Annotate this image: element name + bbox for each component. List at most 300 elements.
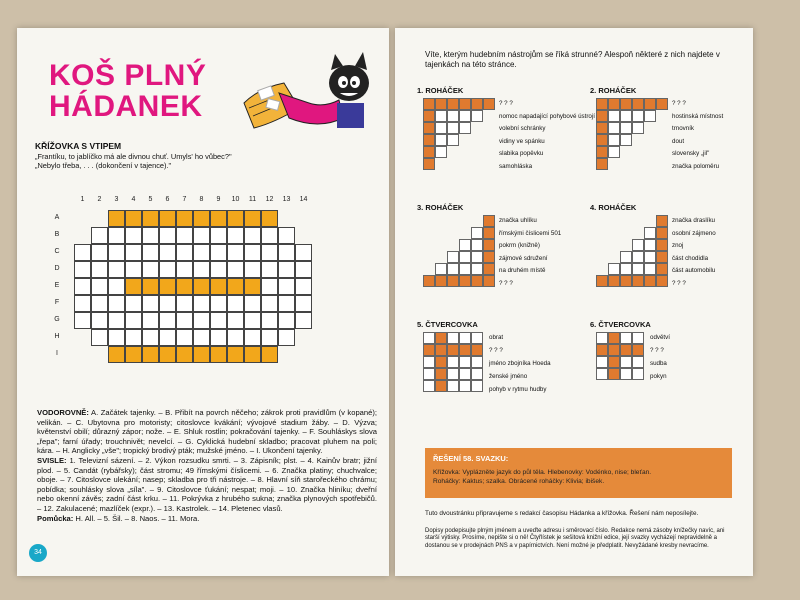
puzzle-clue: jméno zbojníka Hoeda	[489, 360, 551, 367]
grid-cell[interactable]	[261, 329, 278, 346]
puzzle-cell[interactable]	[596, 158, 608, 170]
puzzle-cell[interactable]	[620, 110, 632, 122]
col-number: 14	[299, 196, 308, 203]
puzzle-cell[interactable]	[459, 344, 471, 356]
grid-cell[interactable]	[91, 227, 108, 244]
col-number: 5	[148, 196, 153, 203]
puzzle-cell[interactable]	[608, 263, 620, 275]
grid-cell[interactable]	[227, 346, 244, 363]
puzzle-cell[interactable]	[632, 122, 644, 134]
across-label: VODOROVNĚ:	[37, 408, 89, 417]
puzzle-cell[interactable]	[620, 275, 632, 287]
grid-cell[interactable]	[244, 329, 261, 346]
puzzle-cell[interactable]	[596, 368, 608, 380]
grid-cell[interactable]	[142, 227, 159, 244]
puzzle-cell[interactable]	[459, 98, 471, 110]
grid-cell[interactable]	[244, 295, 261, 312]
puzzle-clue: dout	[672, 137, 685, 145]
puzzle-cell[interactable]	[632, 332, 644, 344]
col-number: 9	[216, 196, 221, 203]
puzzle-cell[interactable]	[620, 368, 632, 380]
puzzle-cell[interactable]	[608, 368, 620, 380]
puzzle-cell[interactable]	[435, 98, 447, 110]
grid-cell[interactable]	[295, 278, 312, 295]
puzzle-cell[interactable]	[435, 134, 447, 146]
grid-cell[interactable]	[210, 227, 227, 244]
puzzle-cell[interactable]	[620, 134, 632, 146]
puzzle-cell[interactable]	[459, 263, 471, 275]
puzzle-cell[interactable]	[620, 332, 632, 344]
grid-cell[interactable]	[91, 295, 108, 312]
grid-cell[interactable]	[125, 227, 142, 244]
grid-cell[interactable]	[108, 210, 125, 227]
puzzle-clue: zájmové sdružení	[499, 254, 548, 262]
puzzle-label: 1. ROHÁČEK	[417, 86, 464, 95]
puzzle-cell[interactable]	[656, 263, 668, 275]
puzzle-clue: pokrm (knižně)	[499, 242, 540, 249]
title-line2: HÁDANEK	[49, 90, 203, 123]
grid-cell[interactable]	[176, 210, 193, 227]
row-label: C	[54, 248, 60, 255]
puzzle-clue: ? ? ?	[672, 279, 686, 287]
puzzle-cell[interactable]	[447, 122, 459, 134]
puzzle-cell[interactable]	[620, 251, 632, 263]
grid-cell[interactable]	[227, 244, 244, 261]
grid-cell[interactable]	[193, 346, 210, 363]
col-number: 10	[231, 196, 240, 203]
clues-across: A. Začátek tajenky. – B. Přibít na povrch něčeho; zákrok proti pravidlům (v kopané); velikán. – C. Ubytovna pro motoristy; citoslovce kvákání; vývojové stadium žáby. – D. Výzva; květenství obilí; důrazný zápor; nože. – E. Shluk rostlin; pokračování tajenky. – F. Souhláskys slova „řepa"; farní úřady; trouchnivět; nevelcí. – G. Cyklická hudební skladbo; pracovat pluhem na poli; kára. – H. Anglicky „vše"; tropický brodivý pták; mužské jméno. – I. Ukončení tajenky.	[37, 408, 377, 456]
grid-cell[interactable]	[244, 261, 261, 278]
grid-cell[interactable]	[176, 244, 193, 261]
puzzle-cell[interactable]	[459, 332, 471, 344]
puzzle-cell[interactable]	[447, 356, 459, 368]
puzzle-cell[interactable]	[447, 368, 459, 380]
puzzle-cell[interactable]	[644, 110, 656, 122]
puzzle-cell[interactable]	[471, 239, 483, 251]
puzzle-clue: ? ? ?	[672, 100, 686, 107]
grid-cell[interactable]	[142, 210, 159, 227]
puzzle-clue: pohyb v rytmu hudby	[489, 386, 547, 393]
puzzle-cell[interactable]	[596, 146, 608, 158]
puzzle-cell[interactable]	[435, 263, 447, 275]
puzzle-cell[interactable]	[656, 251, 668, 263]
puzzle-cell[interactable]	[447, 98, 459, 110]
puzzle-cell[interactable]	[459, 110, 471, 122]
grid-cell[interactable]	[108, 295, 125, 312]
grid-cell[interactable]	[295, 244, 312, 261]
grid-cell[interactable]	[244, 210, 261, 227]
puzzle-cell[interactable]	[471, 380, 483, 392]
col-number: 8	[199, 196, 204, 203]
grid-cell[interactable]	[295, 261, 312, 278]
grid-cell[interactable]	[125, 329, 142, 346]
puzzle-cell[interactable]	[471, 275, 483, 287]
puzzle-cell[interactable]	[423, 344, 435, 356]
grid-cell[interactable]	[176, 312, 193, 329]
puzzle-cell[interactable]	[435, 332, 447, 344]
puzzle-label: 5. ČTVERCOVKA	[417, 320, 478, 329]
puzzle-cell[interactable]	[620, 344, 632, 356]
grid-cell[interactable]	[295, 312, 312, 329]
grid-cell[interactable]	[261, 278, 278, 295]
puzzle-cell[interactable]	[447, 263, 459, 275]
grid-cell[interactable]	[244, 244, 261, 261]
grid-cell[interactable]	[193, 278, 210, 295]
grid-cell[interactable]	[142, 295, 159, 312]
puzzle-cell[interactable]	[423, 98, 435, 110]
col-number: 2	[97, 196, 102, 203]
puzzle-cell[interactable]	[620, 356, 632, 368]
grid-cell[interactable]	[142, 244, 159, 261]
grid-cell[interactable]	[261, 244, 278, 261]
puzzle-cell[interactable]	[632, 110, 644, 122]
puzzle-clue: ? ? ?	[489, 347, 503, 354]
grid-cell[interactable]	[193, 261, 210, 278]
grid-cell[interactable]	[244, 346, 261, 363]
grid-cell[interactable]	[278, 244, 295, 261]
puzzle-cell[interactable]	[632, 368, 644, 380]
puzzle-cell[interactable]	[656, 239, 668, 251]
puzzle-cell[interactable]	[471, 368, 483, 380]
grid-cell[interactable]	[193, 244, 210, 261]
puzzle-cell[interactable]	[423, 158, 435, 170]
puzzle-cell[interactable]	[459, 356, 471, 368]
grid-cell[interactable]	[125, 312, 142, 329]
grid-cell[interactable]	[210, 244, 227, 261]
puzzle-cell[interactable]	[471, 110, 483, 122]
note-1: Tuto dvoustránku připravujeme s redakcí časopisu Hádanka a křížovka. Řešení nám neposílejte.	[425, 510, 699, 517]
row-label: E	[54, 282, 60, 289]
puzzle-cell[interactable]	[435, 146, 447, 158]
grid-cell[interactable]	[159, 210, 176, 227]
grid-cell[interactable]	[125, 278, 142, 295]
puzzle-cell[interactable]	[656, 215, 668, 227]
puzzle-cell[interactable]	[596, 98, 608, 110]
puzzle-cell[interactable]	[608, 344, 620, 356]
puzzle-cell[interactable]	[483, 227, 495, 239]
grid-cell[interactable]	[125, 244, 142, 261]
puzzle-cell[interactable]	[471, 344, 483, 356]
grid-cell[interactable]	[125, 261, 142, 278]
grid-cell[interactable]	[227, 329, 244, 346]
note-2: Dopisy podepisujte plným jménem a uveďte adresu i směrovací číslo. Redakce nemá zásoby knížečky navíc, ani starší výtisky. Prosíme, nepište si o ně! Čtyřlístek je sešitová knižní edice, její svazky vycházejí nepravidelně a dostanou se v prodejnách PNS a v papírnictvích. Není možné je předplatit. Nevyžádané kresby nevracíme.	[425, 528, 725, 549]
grid-cell[interactable]	[159, 312, 176, 329]
grid-cell[interactable]	[159, 244, 176, 261]
puzzle-cell[interactable]	[435, 122, 447, 134]
puzzle-cell[interactable]	[608, 134, 620, 146]
grid-cell[interactable]	[142, 312, 159, 329]
grid-cell[interactable]	[91, 312, 108, 329]
grid-cell[interactable]	[227, 312, 244, 329]
grid-cell[interactable]	[278, 227, 295, 244]
puzzle-cell[interactable]	[620, 263, 632, 275]
col-number: 4	[131, 196, 136, 203]
grid-cell[interactable]	[125, 295, 142, 312]
puzzle-label: 6. ČTVERCOVKA	[590, 320, 651, 329]
puzzle-cell[interactable]	[608, 356, 620, 368]
puzzle-cell[interactable]	[423, 368, 435, 380]
intro-line2: „Nebylo třeba, . . . (dokončení v tajence)."	[35, 161, 172, 170]
grid-cell[interactable]	[176, 329, 193, 346]
grid-cell[interactable]	[210, 295, 227, 312]
puzzle-cell[interactable]	[471, 98, 483, 110]
cat-illustration	[239, 48, 379, 148]
grid-cell[interactable]	[91, 261, 108, 278]
grid-cell[interactable]	[227, 210, 244, 227]
puzzle-cell[interactable]	[435, 380, 447, 392]
grid-cell[interactable]	[176, 227, 193, 244]
intro-line1: „Frantíku, to jablíčko má ale divnou chuť. Umyls' ho vůbec?"	[35, 152, 232, 161]
grid-cell[interactable]	[210, 261, 227, 278]
clues-down: 1. Televizní sázení. – 2. Výkon rozsudku smrti. – 3. Zápisník; plst. – 4. Kainův bratr; jižní plod. – 5. Candát (rybářsky); část stromu; 49 římskými číslicemi. – 6. Značka platiny; chuchvalce; oboje. – 7. Citoslovce ulekání; nasep; skladba pro tři nástroje. – 8. Hlavní síň starořeckého chrámu; pobídka; souhlásky slova „síla". – 9. Citoslovce ťukání; nespat; moji. – 10. Značka hliníku; dveřní nebo okenní závěs; zadní část krku. – 11. Pokrývka z hrubého sukna; značka plynových spotřebičů. – 12. Zakulacené; mazlíček (expr.). – 13. Kastrolek. – 14. Pletenec vlasů.	[37, 455, 377, 513]
grid-cell[interactable]	[227, 278, 244, 295]
grid-cell[interactable]	[193, 329, 210, 346]
grid-cell[interactable]	[193, 295, 210, 312]
puzzle-cell[interactable]	[447, 344, 459, 356]
grid-cell[interactable]	[142, 346, 159, 363]
puzzle-clue: římskými číslicemi 501	[499, 229, 562, 237]
solution-box	[425, 448, 732, 498]
grid-cell[interactable]	[125, 210, 142, 227]
puzzle-cell[interactable]	[483, 98, 495, 110]
puzzle-cell[interactable]	[423, 122, 435, 134]
grid-cell[interactable]	[142, 261, 159, 278]
grid-cell[interactable]	[278, 295, 295, 312]
puzzle-cell[interactable]	[644, 275, 656, 287]
puzzle-cell[interactable]	[656, 275, 668, 287]
grid-cell[interactable]	[210, 312, 227, 329]
grid-cell[interactable]	[210, 346, 227, 363]
grid-cell[interactable]	[244, 278, 261, 295]
grid-cell[interactable]	[108, 227, 125, 244]
grid-cell[interactable]	[108, 346, 125, 363]
puzzle-cell[interactable]	[483, 263, 495, 275]
grid-cell[interactable]	[295, 295, 312, 312]
puzzle-cell[interactable]	[459, 239, 471, 251]
puzzle-cell[interactable]	[596, 356, 608, 368]
puzzle-clue: trnovník	[672, 125, 695, 132]
puzzle-clue: ženské jméno	[489, 373, 528, 380]
right-page	[395, 28, 753, 576]
puzzle-cell[interactable]	[459, 275, 471, 287]
grid-cell[interactable]	[176, 261, 193, 278]
solution-line2: Roháčky: Kaktus; szalka. Obrácené roháčky: Klivia; ibišek.	[433, 478, 605, 485]
grid-cell[interactable]	[278, 261, 295, 278]
puzzle-cell[interactable]	[447, 110, 459, 122]
puzzle-cell[interactable]	[644, 239, 656, 251]
puzzle-cell[interactable]	[596, 122, 608, 134]
grid-cell[interactable]	[74, 261, 91, 278]
puzzle-cell[interactable]	[423, 146, 435, 158]
puzzle-cell[interactable]	[596, 344, 608, 356]
grid-cell[interactable]	[91, 329, 108, 346]
puzzle-cell[interactable]	[644, 263, 656, 275]
grid-cell[interactable]	[261, 346, 278, 363]
puzzle-cell[interactable]	[608, 98, 620, 110]
down-label: SVISLE:	[37, 455, 67, 465]
grid-cell[interactable]	[91, 278, 108, 295]
grid-cell[interactable]	[108, 312, 125, 329]
puzzle-cell[interactable]	[471, 251, 483, 263]
puzzle-clue: slovensky „jil"	[672, 150, 710, 157]
puzzle-clue: znoj	[672, 242, 684, 249]
grid-cell[interactable]	[176, 346, 193, 363]
puzzle-cell[interactable]	[620, 98, 632, 110]
grid-cell[interactable]	[261, 261, 278, 278]
grid-cell[interactable]	[159, 295, 176, 312]
col-number: 13	[282, 196, 291, 203]
puzzle-cell[interactable]	[423, 380, 435, 392]
grid-cell[interactable]	[159, 329, 176, 346]
grid-cell[interactable]	[108, 244, 125, 261]
grid-cell[interactable]	[125, 346, 142, 363]
puzzle-cell[interactable]	[471, 263, 483, 275]
puzzle-cell[interactable]	[459, 122, 471, 134]
grid-cell[interactable]	[142, 329, 159, 346]
col-number: 12	[265, 196, 274, 203]
grid-cell[interactable]	[159, 227, 176, 244]
grid-cell[interactable]	[244, 312, 261, 329]
puzzle-cell[interactable]	[435, 368, 447, 380]
puzzle-label: 3. ROHÁČEK	[417, 203, 464, 212]
puzzle-clue: pokyn	[650, 373, 667, 380]
puzzle-cell[interactable]	[656, 98, 668, 110]
grid-cell[interactable]	[176, 295, 193, 312]
puzzle-cell[interactable]	[471, 356, 483, 368]
puzzle-cell[interactable]	[435, 344, 447, 356]
grid-cell[interactable]	[193, 210, 210, 227]
puzzle-cell[interactable]	[483, 239, 495, 251]
grid-cell[interactable]	[108, 278, 125, 295]
grid-cell[interactable]	[278, 312, 295, 329]
puzzle-cell[interactable]	[459, 380, 471, 392]
puzzle-cell[interactable]	[608, 110, 620, 122]
puzzle-cell[interactable]	[644, 251, 656, 263]
pomucka: H. All. – 5. Šil. – 8. Naos. – 11. Mora.	[75, 513, 200, 523]
grid-cell[interactable]	[210, 329, 227, 346]
puzzle-cell[interactable]	[632, 251, 644, 263]
grid-cell[interactable]	[261, 312, 278, 329]
grid-cell[interactable]	[74, 295, 91, 312]
crossword-grid	[52, 196, 362, 406]
grid-cell[interactable]	[227, 227, 244, 244]
puzzle-cell[interactable]	[608, 122, 620, 134]
puzzle-cell[interactable]	[632, 356, 644, 368]
grid-cell[interactable]	[159, 346, 176, 363]
grid-cell[interactable]	[278, 329, 295, 346]
puzzle-cell[interactable]	[423, 332, 435, 344]
puzzle-clue: ? ? ?	[499, 100, 513, 107]
grid-cell[interactable]	[261, 210, 278, 227]
left-page	[17, 28, 389, 576]
puzzle-cell[interactable]	[423, 110, 435, 122]
title-line1: KOŠ PLNÝ	[49, 59, 207, 92]
col-number: 1	[80, 196, 85, 203]
grid-cell[interactable]	[159, 261, 176, 278]
grid-cell[interactable]	[244, 227, 261, 244]
grid-cell[interactable]	[74, 278, 91, 295]
puzzle-cell[interactable]	[608, 332, 620, 344]
puzzle-cell[interactable]	[435, 275, 447, 287]
grid-cell[interactable]	[227, 295, 244, 312]
puzzle-clue: značka draslíku	[672, 217, 715, 224]
puzzle-cell[interactable]	[471, 332, 483, 344]
grid-cell[interactable]	[74, 244, 91, 261]
puzzle-cell[interactable]	[596, 332, 608, 344]
puzzle-cell[interactable]	[447, 380, 459, 392]
grid-cell[interactable]	[193, 312, 210, 329]
puzzle-cell[interactable]	[447, 275, 459, 287]
puzzle-cell[interactable]	[459, 251, 471, 263]
puzzle-clue: vidiny ve spánku	[499, 137, 545, 145]
puzzle-cell[interactable]	[632, 275, 644, 287]
solution-title: ŘEŠENÍ 58. SVAZKU:	[433, 454, 509, 463]
puzzle-cell[interactable]	[596, 275, 608, 287]
puzzle-cell[interactable]	[596, 110, 608, 122]
puzzle-cell[interactable]	[632, 344, 644, 356]
puzzle-cell[interactable]	[483, 215, 495, 227]
grid-cell[interactable]	[210, 210, 227, 227]
grid-cell[interactable]	[261, 295, 278, 312]
puzzle-cell[interactable]	[608, 146, 620, 158]
puzzle-cell[interactable]	[483, 251, 495, 263]
puzzle-cell[interactable]	[608, 275, 620, 287]
grid-cell[interactable]	[159, 278, 176, 295]
puzzle-cell[interactable]	[447, 134, 459, 146]
puzzle-cell[interactable]	[423, 134, 435, 146]
puzzle-clue: sudba	[650, 360, 667, 367]
puzzle-cell[interactable]	[632, 239, 644, 251]
puzzle-cell[interactable]	[423, 275, 435, 287]
puzzle-cell[interactable]	[471, 227, 483, 239]
puzzle-cell[interactable]	[644, 98, 656, 110]
grid-cell[interactable]	[278, 278, 295, 295]
grid-cell[interactable]	[261, 227, 278, 244]
puzzle-cell[interactable]	[632, 98, 644, 110]
puzzle-cell[interactable]	[632, 263, 644, 275]
puzzle-cell[interactable]	[447, 251, 459, 263]
puzzle-cell[interactable]	[435, 110, 447, 122]
right-intro: Víte, kterým hudebním nástrojům se říká strunné? Alespoň některé z nich najdete v tajenkách na této stránce.	[425, 50, 720, 69]
puzzle-cell[interactable]	[620, 122, 632, 134]
row-label: A	[54, 214, 60, 221]
puzzle-cell[interactable]	[447, 332, 459, 344]
grid-cell[interactable]	[91, 244, 108, 261]
puzzle-cell[interactable]	[596, 134, 608, 146]
puzzle-cell[interactable]	[656, 227, 668, 239]
puzzle-cell[interactable]	[459, 368, 471, 380]
grid-cell[interactable]	[176, 278, 193, 295]
grid-cell[interactable]	[142, 278, 159, 295]
puzzle-cell[interactable]	[435, 356, 447, 368]
grid-cell[interactable]	[193, 227, 210, 244]
puzzle-cell[interactable]	[483, 275, 495, 287]
puzzle-cell[interactable]	[423, 356, 435, 368]
grid-cell[interactable]	[74, 312, 91, 329]
grid-cell[interactable]	[108, 329, 125, 346]
row-label: B	[54, 231, 60, 238]
grid-cell[interactable]	[210, 278, 227, 295]
grid-cell[interactable]	[108, 261, 125, 278]
puzzle-cell[interactable]	[644, 227, 656, 239]
clues-block	[37, 408, 377, 523]
puzzle-label: 4. ROHÁČEK	[590, 203, 637, 212]
puzzle-clue: hostinská místnost	[672, 112, 724, 120]
pomucka-label: Pomůcka:	[37, 513, 74, 523]
section-title: KŘÍŽOVKA S VTIPEM	[35, 141, 122, 151]
row-label: F	[54, 299, 60, 306]
grid-cell[interactable]	[227, 261, 244, 278]
